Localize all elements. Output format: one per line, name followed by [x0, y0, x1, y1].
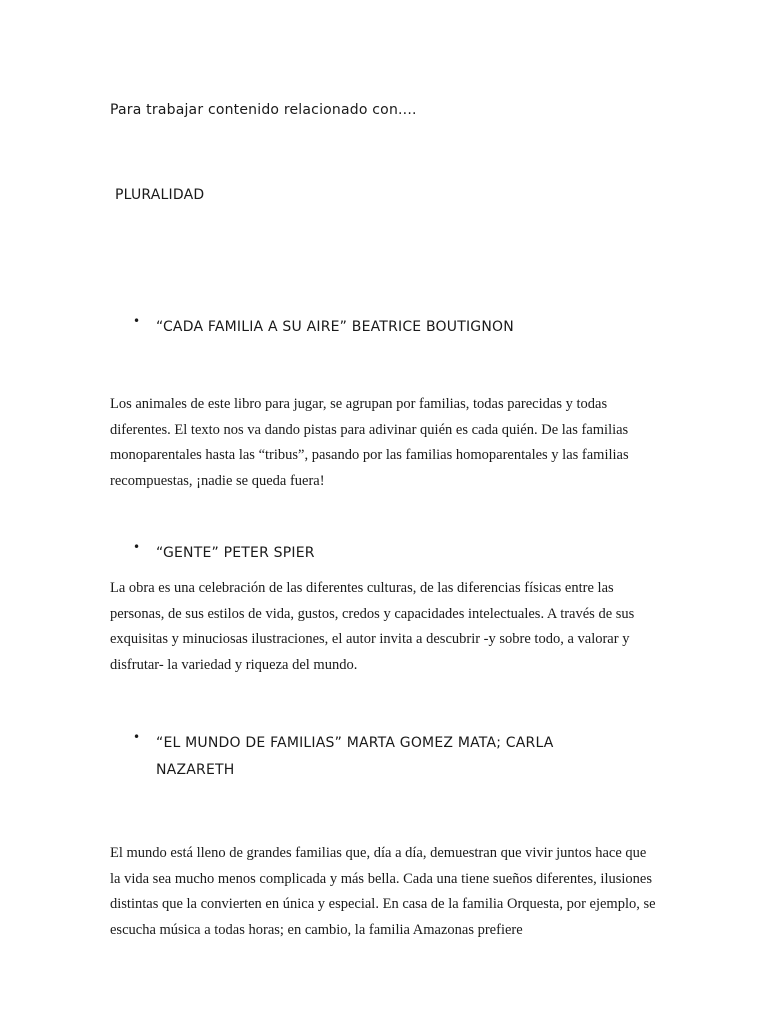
book-description: La obra es una celebración de las diferentes culturas, de las diferencias físicas entre las personas, de sus estilos de vida, gustos, credos y capacidades intelectuales. A través de sus exquisitas y minuciosas ilustraciones, el autor invita a descubrir -y sobre todo, a valorar y disfrutar- la variedad y riqueza del mundo.: [110, 580, 635, 673]
book-title: “EL MUNDO DE FAMILIAS” MARTA GOMEZ MATA; CARLA NAZARETH: [156, 735, 554, 778]
book-title: “GENTE” PETER SPIER: [156, 545, 315, 561]
bullet-icon: •: [133, 730, 141, 744]
book-description: Los animales de este libro para jugar, se agrupan por familias, todas parecidas y todas diferentes. El texto nos va dando pistas para adivinar quién es cada quién. De las familias monoparentales hasta las “tribus”, pasando por las familias homoparentales y las familias recompuestas, ¡nadie se queda fuera!: [110, 396, 629, 489]
book-description: El mundo está lleno de grandes familias que, día a día, demuestran que vivir juntos hace que la vida sea mucho menos complicada y más bella. Cada una tiene sueños diferentes, ilusiones distintas que la convierten en única y especial. En casa de la familia Orquesta, por ejemplo, se escucha música a todas horas; en cambio, la familia Amazonas prefiere: [110, 845, 656, 938]
book-title: “CADA FAMILIA A SU AIRE” BEATRICE BOUTIGNON: [156, 319, 514, 335]
bullet-icon: •: [133, 314, 141, 328]
bullet-icon: •: [133, 540, 141, 554]
section-title: PLURALIDAD: [115, 187, 205, 203]
intro-text: Para trabajar contenido relacionado con....: [110, 102, 417, 118]
